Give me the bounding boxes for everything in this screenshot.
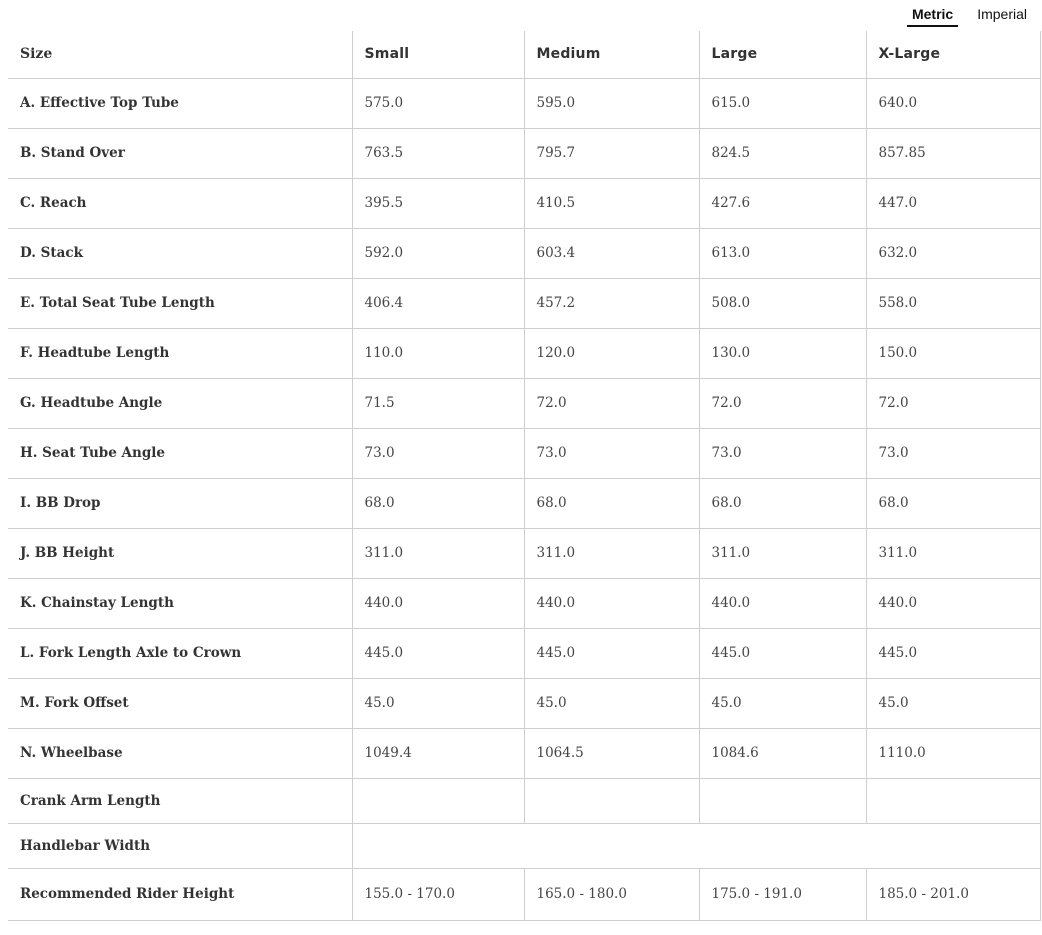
- row-value: [866, 778, 1040, 823]
- row-value: 632.0: [866, 228, 1040, 278]
- unit-toggle: [893, 4, 1032, 27]
- row-label: M. Fork Offset: [8, 678, 352, 728]
- row-value: 410.5: [524, 178, 699, 228]
- table-row: [8, 128, 1040, 178]
- row-value: 120.0: [524, 328, 699, 378]
- table-row: [8, 628, 1040, 678]
- row-label: I. BB Drop: [8, 478, 352, 528]
- row-label: G. Headtube Angle: [8, 378, 352, 428]
- imperial-tab[interactable]: Imperial: [977, 6, 1027, 22]
- size-xlarge-header: X-Large: [866, 31, 1040, 78]
- row-value: 508.0: [699, 278, 866, 328]
- row-value: 427.6: [699, 178, 866, 228]
- row-value: 185.0 - 201.0: [866, 868, 1040, 920]
- row-value: 311.0: [524, 528, 699, 578]
- row-value: 603.4: [524, 228, 699, 278]
- row-value: 445.0: [524, 628, 699, 678]
- table-row: [8, 868, 1040, 920]
- row-value: 440.0: [699, 578, 866, 628]
- row-label: H. Seat Tube Angle: [8, 428, 352, 478]
- geometry-table: [8, 31, 1041, 921]
- row-label: Recommended Rider Height: [8, 868, 352, 920]
- row-value: 175.0 - 191.0: [699, 868, 866, 920]
- row-value: [524, 778, 699, 823]
- row-value: 824.5: [699, 128, 866, 178]
- table-row: [8, 678, 1040, 728]
- table-row: [8, 228, 1040, 278]
- row-value: 445.0: [352, 628, 524, 678]
- row-value: 73.0: [699, 428, 866, 478]
- row-value: 613.0: [699, 228, 866, 278]
- row-value: 1049.4: [352, 728, 524, 778]
- table-row: [8, 428, 1040, 478]
- row-label: Crank Arm Length: [8, 778, 352, 823]
- row-value: 1084.6: [699, 728, 866, 778]
- row-value: 68.0: [524, 478, 699, 528]
- size-medium-header: Medium: [524, 31, 699, 78]
- table-row: [8, 278, 1040, 328]
- row-value: 73.0: [866, 428, 1040, 478]
- row-value: 1110.0: [866, 728, 1040, 778]
- row-value: 45.0: [524, 678, 699, 728]
- row-value: 640.0: [866, 78, 1040, 128]
- table-row: [8, 778, 1040, 823]
- row-value: 311.0: [352, 528, 524, 578]
- row-label: B. Stand Over: [8, 128, 352, 178]
- header-row: [8, 31, 1040, 78]
- row-value: 311.0: [866, 528, 1040, 578]
- row-label: J. BB Height: [8, 528, 352, 578]
- table-row: [8, 178, 1040, 228]
- row-value: 73.0: [524, 428, 699, 478]
- row-value: 440.0: [352, 578, 524, 628]
- row-value: 445.0: [699, 628, 866, 678]
- table-row: [8, 578, 1040, 628]
- row-label: Handlebar Width: [8, 823, 352, 868]
- row-value: 130.0: [699, 328, 866, 378]
- row-value: 592.0: [352, 228, 524, 278]
- table-row: [8, 728, 1040, 778]
- table-row: [8, 78, 1040, 128]
- row-value: 795.7: [524, 128, 699, 178]
- row-value: 45.0: [352, 678, 524, 728]
- row-value: 457.2: [524, 278, 699, 328]
- table-row: [8, 328, 1040, 378]
- row-value: 68.0: [352, 478, 524, 528]
- row-value: 311.0: [699, 528, 866, 578]
- row-value: 558.0: [866, 278, 1040, 328]
- row-label: N. Wheelbase: [8, 728, 352, 778]
- row-value: 165.0 - 180.0: [524, 868, 699, 920]
- row-value: 440.0: [524, 578, 699, 628]
- row-value: 615.0: [699, 78, 866, 128]
- row-value: 150.0: [866, 328, 1040, 378]
- row-value: 73.0: [352, 428, 524, 478]
- table-row: [8, 378, 1040, 428]
- table-row: [8, 823, 1040, 868]
- size-header: Size: [8, 31, 352, 78]
- row-label: L. Fork Length Axle to Crown: [8, 628, 352, 678]
- row-value: 445.0: [866, 628, 1040, 678]
- row-value: 857.85: [866, 128, 1040, 178]
- row-value: 406.4: [352, 278, 524, 328]
- row-value: 575.0: [352, 78, 524, 128]
- row-label: K. Chainstay Length: [8, 578, 352, 628]
- row-value: [352, 823, 1040, 868]
- row-value: 595.0: [524, 78, 699, 128]
- row-value: 71.5: [352, 378, 524, 428]
- size-small-header: Small: [352, 31, 524, 78]
- size-large-header: Large: [699, 31, 866, 78]
- row-value: 45.0: [699, 678, 866, 728]
- row-value: 110.0: [352, 328, 524, 378]
- row-value: 395.5: [352, 178, 524, 228]
- row-label: A. Effective Top Tube: [8, 78, 352, 128]
- row-value: [352, 778, 524, 823]
- row-value: 155.0 - 170.0: [352, 868, 524, 920]
- table-row: [8, 528, 1040, 578]
- row-label: E. Total Seat Tube Length: [8, 278, 352, 328]
- row-value: 1064.5: [524, 728, 699, 778]
- row-value: 72.0: [524, 378, 699, 428]
- row-label: F. Headtube Length: [8, 328, 352, 378]
- row-value: 68.0: [866, 478, 1040, 528]
- row-value: 72.0: [699, 378, 866, 428]
- row-value: 763.5: [352, 128, 524, 178]
- metric-tab[interactable]: Metric: [907, 4, 958, 27]
- table-row: [8, 478, 1040, 528]
- row-label: C. Reach: [8, 178, 352, 228]
- row-value: 440.0: [866, 578, 1040, 628]
- row-value: [699, 778, 866, 823]
- row-value: 72.0: [866, 378, 1040, 428]
- row-value: 45.0: [866, 678, 1040, 728]
- row-label: D. Stack: [8, 228, 352, 278]
- row-value: 68.0: [699, 478, 866, 528]
- row-value: 447.0: [866, 178, 1040, 228]
